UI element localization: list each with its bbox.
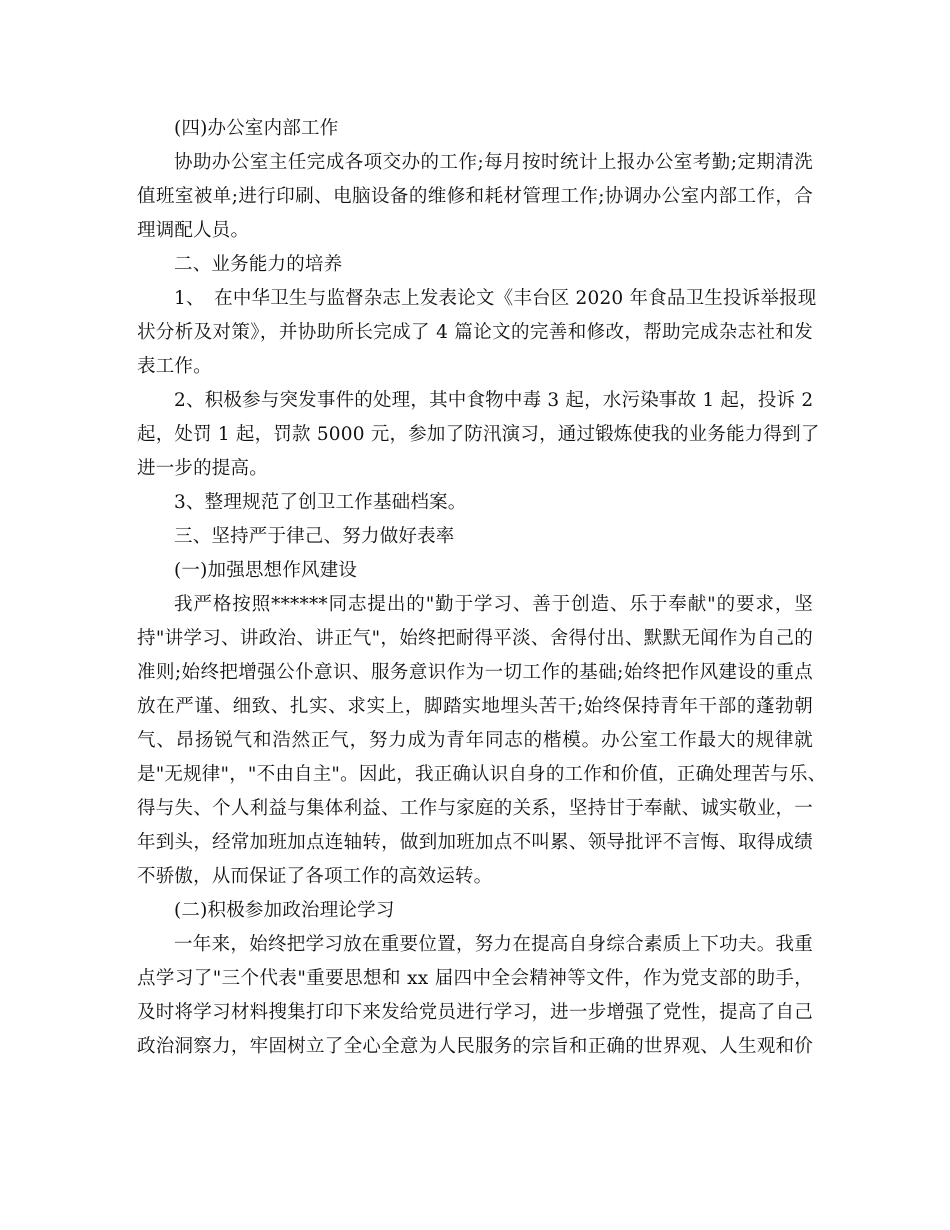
paragraph-line: 3、整理规范了创卫工作基础档案。 (174, 492, 467, 513)
paragraph-line: 是"无规律"，"不由自主"。因此，我正确认识自身的工作和价值，正确处理苦与乐、 (137, 764, 827, 785)
paragraph-line: 政治洞察力，牢固树立了全心全意为人民服务的宗旨和正确的世界观、人生观和价 (137, 1036, 813, 1057)
paragraph-line: 不骄傲，从而保证了各项工作的高效运转。 (137, 866, 493, 887)
paragraph-line: 理调配人员。 (137, 220, 250, 241)
paragraph-line: 及时将学习材料搜集打印下来发给党员进行学习，进一步增强了党性，提高了自己 (137, 1002, 813, 1023)
paragraph-line: 2、积极参与突发事件的处理，其中食物中毒 3 起，水污染事故 1 起，投诉 2 (174, 390, 814, 411)
paragraph-line: 放在严谨、细致、扎实、求实上，脚踏实地埋头苦干;始终保持青年干部的蓬勃朝 (137, 696, 813, 717)
paragraph-line: 得与失、个人利益与集体利益、工作与家庭的关系，坚持甘于奉献、诚实敬业，一 (137, 798, 813, 819)
section-heading-business-ability: 二、业务能力的培养 (174, 254, 343, 275)
paragraph-line: 气、昂扬锐气和浩然正气，努力成为青年同志的楷模。办公室工作最大的规律就 (137, 730, 813, 751)
paragraph-line: 进一步的提高。 (137, 458, 268, 479)
paragraph-line: 协助办公室主任完成各项交办的工作;每月按时统计上报办公室考勤;定期清洗 (174, 152, 813, 173)
paragraph-line: 1、 在中华卫生与监督杂志上发表论文《丰台区 2020 年食品卫生投诉举报现 (174, 288, 817, 309)
subsection-heading-political-study: (二)积极参加政治理论学习 (174, 900, 395, 921)
paragraph-line: 我严格按照******同志提出的"勤于学习、善于创造、乐于奉献"的要求，坚 (174, 594, 813, 615)
section-heading-self-discipline: 三、坚持严于律己、努力做好表率 (174, 526, 455, 547)
paragraph-line: 持"讲学习、讲政治、讲正气"，始终把耐得平淡、舍得付出、默默无闻作为自己的 (137, 628, 813, 649)
paragraph-line: 起，处罚 1 起，罚款 5000 元，参加了防汛演习，通过锻炼使我的业务能力得到了 (137, 424, 820, 445)
paragraph-line: 状分析及对策》，并协助所长完成了 4 篇论文的完善和修改，帮助完成杂志社和发 (137, 322, 813, 343)
paragraph-line: 一年来，始终把学习放在重要位置，努力在提高自身综合素质上下功夫。我重 (174, 934, 813, 955)
subsection-heading-work-style: (一)加强思想作风建设 (174, 560, 358, 581)
paragraph-line: 年到头，经常加班加点连轴转，做到加班加点不叫累、领导批评不言悔、取得成绩 (137, 832, 813, 853)
paragraph-line: 准则;始终把增强公仆意识、服务意识作为一切工作的基础;始终把作风建设的重点 (137, 662, 813, 683)
document-body (137, 112, 827, 1064)
paragraph-line: 点学习了"三个代表"重要思想和 xx 届四中全会精神等文件，作为党支部的助手， (137, 968, 813, 989)
paragraph-line: 表工作。 (137, 356, 212, 377)
section-heading-office-internal: (四)办公室内部工作 (174, 118, 339, 139)
paragraph-line: 值班室被单;进行印刷、电脑设备的维修和耗材管理工作;协调办公室内部工作，合 (137, 186, 813, 207)
